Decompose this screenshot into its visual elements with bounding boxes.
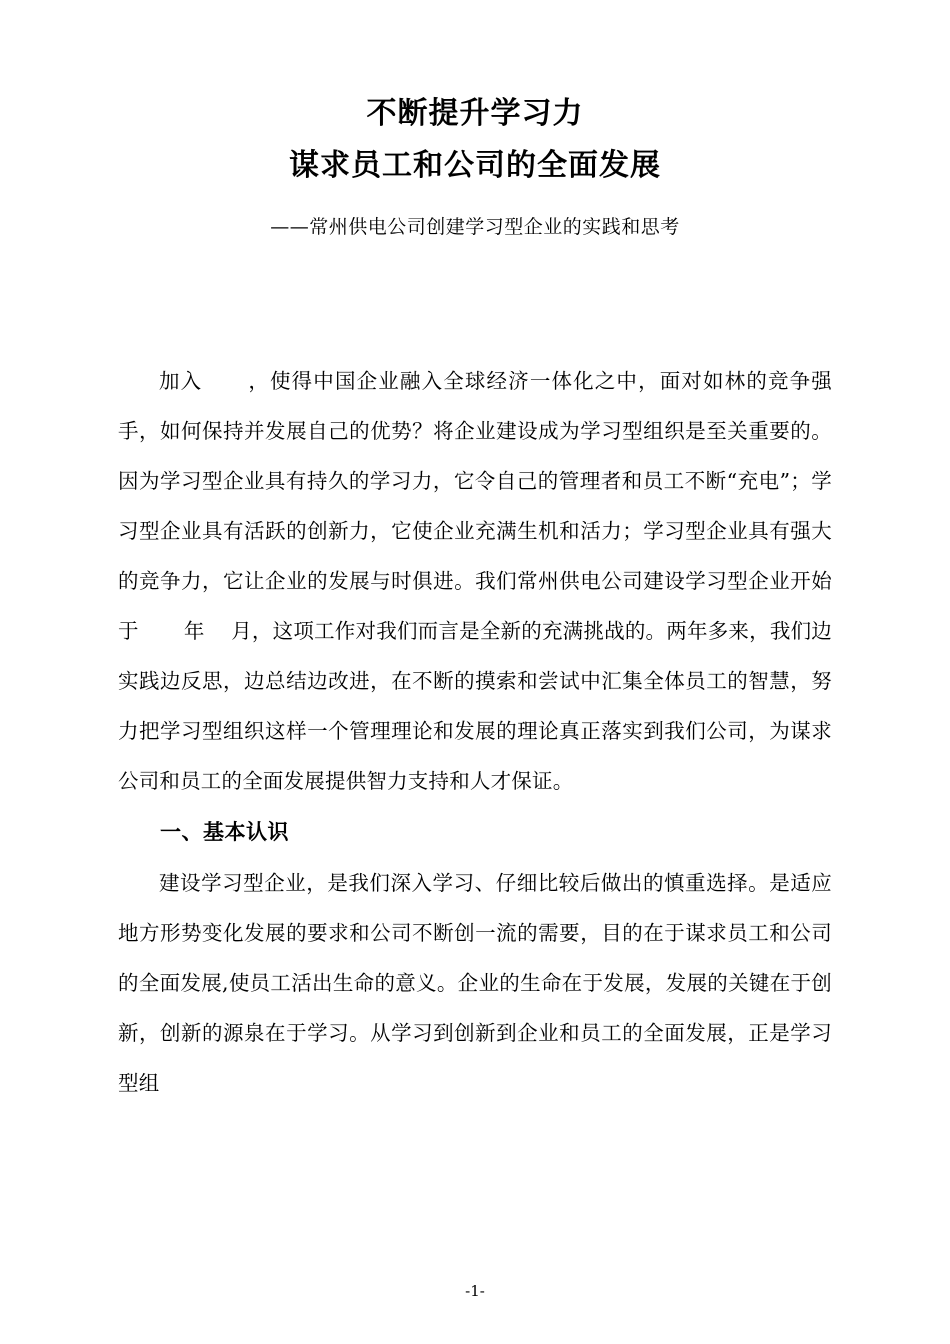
paragraph-2: 建设学习型企业，是我们深入学习、仔细比较后做出的慎重选择。是适应地方形势变化发展的要求和公司不断创一流的需要，目的在于谋求员工和公司的全面发展,使员工活出生命的意义。企业的生命在于发展，发展的关键在于创新，创新的源泉在于学习。从学习到创新到企业和员工的全面发展，正是学习型组 xyxy=(118,871,832,1095)
title-block xyxy=(118,88,832,244)
document-subtitle: ——常州供电公司创建学习型企业的实践和思考 xyxy=(270,216,680,238)
page-number: -1- xyxy=(465,1282,485,1300)
document-body xyxy=(118,356,832,1108)
document-title-line-2: 谋求员工和公司的全面发展 xyxy=(289,148,661,183)
section-heading-1: 一、基本认识 xyxy=(160,820,289,844)
document-title-line-1: 不断提升学习力 xyxy=(366,96,584,131)
intro-segment-2: ，使得中国企业融入全球经济一体化之中，面对如林的竞争强手，如何保持并发展自己的优势？将企业建设成为学习型组织是至关重要的。因为学习型企业具有持久的学习力，它令自己的管理者和员工不断“充电”；学习型企业具有活跃的创新力，它使企业充满生机和活力；学习型企业具有强大的竞争力，它让企业的发展与时俱进。我们常州供电公司建设学习型企业开始于 xyxy=(118,369,832,643)
intro-segment-1: 加入 xyxy=(159,369,203,393)
intro-segment-4: 月，这项工作对我们而言是全新的充满挑战的。两年多来，我们边实践边反思，边总结边改进，在不断的摸索和尝试中汇集全体员工的智慧，努力把学习型组织这样一个管理理论和发展的理论真正落实到我们公司，为谋求公司和员工的全面发展提供智力支持和人才保证。 xyxy=(118,619,832,793)
paragraph-intro xyxy=(118,356,832,806)
intro-segment-3: 年 xyxy=(183,619,205,643)
